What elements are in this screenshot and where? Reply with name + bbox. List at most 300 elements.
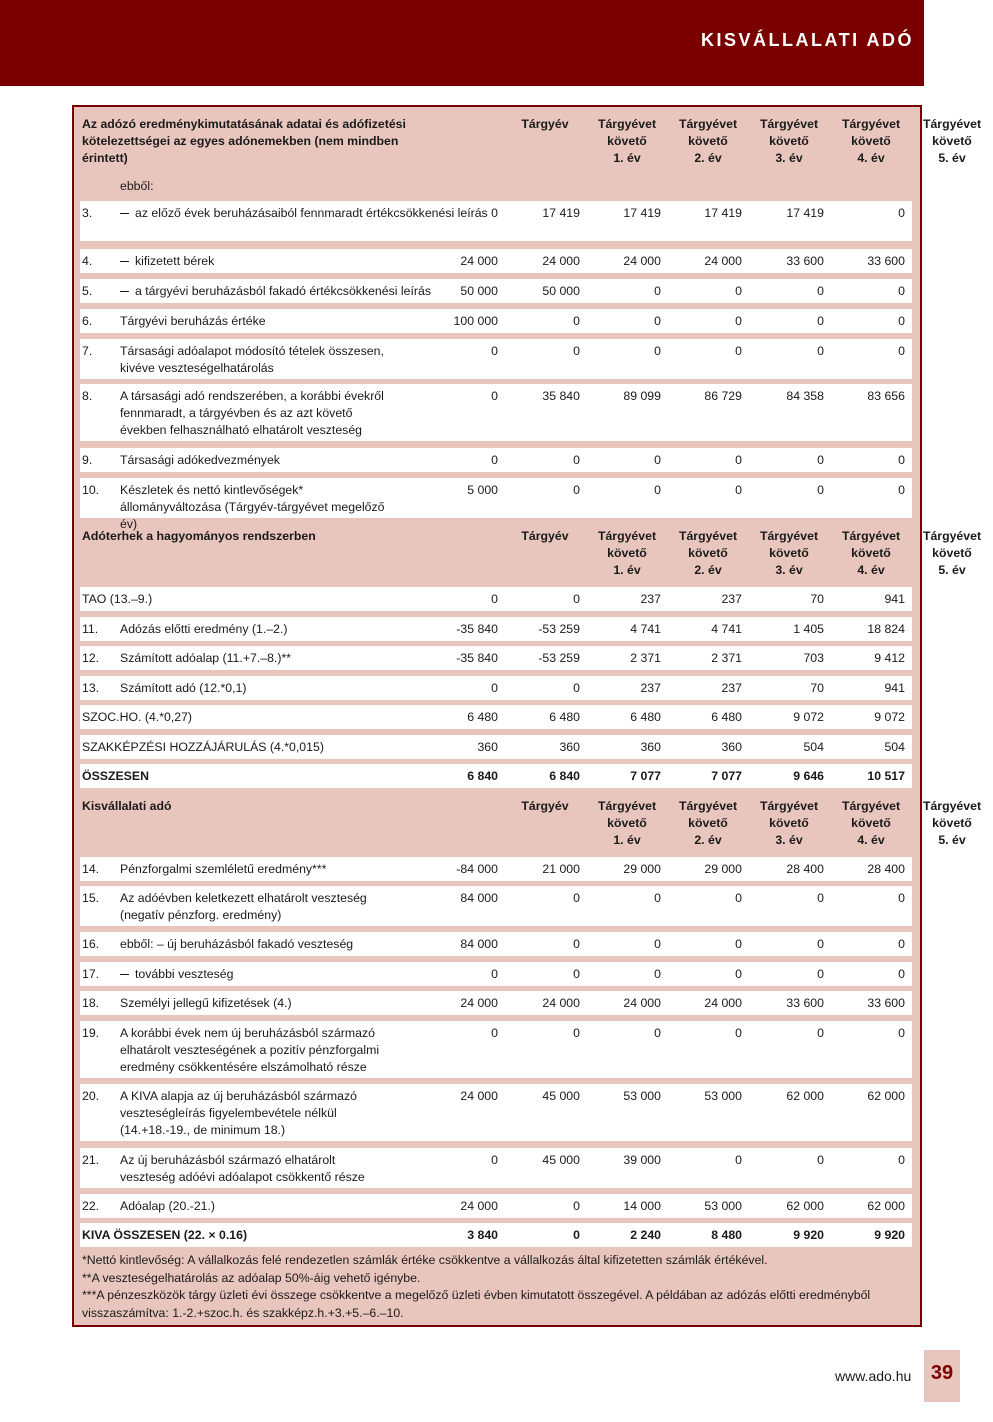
value-cell: 70 — [810, 592, 824, 606]
value-cell: 0 — [817, 284, 824, 298]
value-cell: 33 600 — [867, 996, 905, 1010]
value-cell: 84 358 — [786, 389, 824, 403]
table-row — [80, 1148, 912, 1188]
value-cell: 0 — [898, 453, 905, 467]
table-row — [80, 309, 912, 333]
table-row — [80, 279, 912, 303]
table-row — [80, 676, 912, 700]
dash-mark — [120, 974, 129, 975]
value-cell: 0 — [817, 1026, 824, 1040]
value-cell: 9 072 — [793, 710, 824, 724]
value-cell: 0 — [491, 592, 498, 606]
value-cell: 0 — [735, 344, 742, 358]
column-header-year: 4. év — [857, 563, 885, 577]
row-number: 8. — [82, 389, 93, 403]
column-header-line: követő — [932, 816, 972, 830]
value-cell: 0 — [573, 344, 580, 358]
value-cell: 7 077 — [630, 769, 661, 783]
column-header-year: 4. év — [857, 833, 885, 847]
value-cell: 237 — [640, 681, 661, 695]
value-cell: 84 000 — [460, 891, 498, 905]
value-cell: 0 — [573, 453, 580, 467]
table-row — [80, 1084, 912, 1141]
column-header — [586, 798, 668, 849]
value-cell: 0 — [898, 284, 905, 298]
row-number: 6. — [82, 314, 93, 328]
value-cell: -53 259 — [538, 622, 580, 636]
value-cell: 62 000 — [786, 1089, 824, 1103]
value-cell: 3 840 — [467, 1228, 498, 1242]
value-cell: 83 656 — [867, 389, 905, 403]
value-cell: 0 — [573, 592, 580, 606]
value-cell: 9 072 — [874, 710, 905, 724]
value-cell: 62 000 — [867, 1199, 905, 1213]
value-cell: 0 — [654, 314, 661, 328]
table-row — [80, 587, 912, 611]
column-header: Tárgyév — [521, 799, 569, 813]
value-cell: 360 — [477, 740, 498, 754]
column-header-year: 3. év — [775, 151, 803, 165]
column-header — [667, 116, 749, 167]
value-cell: 0 — [735, 967, 742, 981]
value-cell: 62 000 — [786, 1199, 824, 1213]
value-cell: 24 000 — [542, 254, 580, 268]
value-cell: 0 — [817, 891, 824, 905]
value-cell: 28 400 — [867, 862, 905, 876]
column-header-line: követő — [932, 134, 972, 148]
value-cell: 0 — [654, 967, 661, 981]
value-cell: 6 480 — [549, 710, 580, 724]
value-cell: 18 824 — [867, 622, 905, 636]
column-header-year: 3. év — [775, 833, 803, 847]
value-cell: 0 — [654, 483, 661, 497]
row-label: Adóalap (20.-21.) — [120, 1199, 216, 1213]
value-cell: 0 — [573, 314, 580, 328]
row-number: 4. — [82, 254, 93, 268]
value-cell: 0 — [898, 937, 905, 951]
column-header — [748, 116, 830, 167]
column-header-line: követő — [851, 134, 891, 148]
row-number: 11. — [82, 622, 99, 636]
table-row — [80, 932, 912, 956]
value-cell: 0 — [898, 344, 905, 358]
page-number: 39 — [930, 1362, 954, 1384]
value-cell: 0 — [491, 967, 498, 981]
column-header-year: 1. év — [613, 833, 641, 847]
value-cell: 237 — [640, 592, 661, 606]
column-header-line: követő — [607, 134, 647, 148]
value-cell: 0 — [898, 1153, 905, 1167]
subheading-label: ebből: — [120, 179, 154, 193]
column-header-line: Tárgyévet — [597, 529, 657, 543]
value-cell: 24 000 — [623, 254, 661, 268]
column-header — [667, 528, 749, 579]
table-row — [80, 857, 912, 881]
column-header-line: Tárgyévet — [597, 799, 657, 813]
value-cell: 24 000 — [623, 996, 661, 1010]
column-header-line: Tárgyévet — [841, 799, 901, 813]
column-header-line: követő — [769, 816, 809, 830]
value-cell: 0 — [735, 284, 742, 298]
value-cell: 0 — [654, 284, 661, 298]
value-cell: 9 646 — [793, 769, 824, 783]
column-header — [748, 528, 830, 579]
column-header-line: Tárgyévet — [759, 799, 819, 813]
column-header-year: 5. év — [938, 833, 966, 847]
page-section-title: KISVÁLLALATI ADÓ — [701, 30, 914, 50]
value-cell: 29 000 — [623, 862, 661, 876]
row-label: Társasági adóalapot módosító tételek összesen, kivéve veszteségelhatárolás — [120, 344, 384, 375]
value-cell: 24 000 — [460, 1089, 498, 1103]
footnote-2: **A veszteségelhatárolás az adóalap 50%-áig vehető igénybe. — [82, 1270, 421, 1285]
value-cell: 0 — [898, 483, 905, 497]
column-header-year: 2. év — [694, 563, 722, 577]
table-row — [80, 1223, 912, 1247]
row-number: 14. — [82, 862, 100, 876]
column-header-line: Tárgyévet — [922, 117, 982, 131]
table-row — [80, 764, 912, 788]
table-row — [80, 448, 912, 472]
value-cell: 0 — [491, 1153, 498, 1167]
row-number: 3. — [82, 206, 93, 220]
value-cell: 0 — [817, 937, 824, 951]
column-header-line: követő — [688, 546, 728, 560]
value-cell: 0 — [573, 1199, 580, 1213]
column-header-line: követő — [932, 546, 972, 560]
column-header-line: követő — [769, 546, 809, 560]
column-header — [911, 798, 993, 849]
row-label: ebből: – új beruházásból fakadó veszteség — [120, 937, 354, 951]
row-label-text: kifizetett bérek — [135, 254, 215, 268]
footnote-3: ***A pénzeszközök tárgy üzleti évi összege csökkentve a megelőző üzleti évben kimutatott összegével. A példában az adózás előtti eredményből visszaszámítva: 1.-2.+szoc.h. és szakképz.h.+3.+5.–6.–10. — [82, 1288, 871, 1320]
value-cell: 0 — [735, 453, 742, 467]
column-header: Tárgyév — [521, 117, 569, 131]
value-cell: 237 — [721, 681, 742, 695]
row-label: Pénzforgalmi szemléletű eredmény*** — [120, 862, 327, 876]
value-cell: 0 — [491, 681, 498, 695]
row-label: Az adóévben keletkezett elhatárolt veszteség (negatív pénzforg. eredmény) — [120, 891, 367, 922]
column-header-line: Tárgyévet — [759, 117, 819, 131]
value-cell: 53 000 — [704, 1089, 742, 1103]
column-header-line: Tárgyévet — [841, 117, 901, 131]
value-cell: 0 — [898, 1026, 905, 1040]
dash-mark — [120, 213, 129, 214]
column-header: Tárgyév — [521, 529, 569, 543]
value-cell: 86 729 — [704, 389, 742, 403]
value-cell: 504 — [884, 740, 905, 754]
value-cell: 0 — [491, 1026, 498, 1040]
row-label: Társasági adókedvezmények — [120, 453, 280, 467]
value-cell: 6 480 — [467, 710, 498, 724]
value-cell: 0 — [735, 1153, 742, 1167]
value-cell: 9 920 — [874, 1228, 905, 1242]
row-number: 16. — [82, 937, 100, 951]
value-cell: -84 000 — [456, 862, 498, 876]
column-header-year: 1. év — [613, 563, 641, 577]
table-row — [80, 339, 912, 379]
table-header-row — [80, 524, 982, 580]
row-number: 19. — [82, 1026, 100, 1040]
value-cell: 360 — [559, 740, 580, 754]
table-row — [80, 249, 912, 273]
value-cell: 45 000 — [542, 1153, 580, 1167]
value-cell: 24 000 — [704, 254, 742, 268]
value-cell: 941 — [884, 681, 905, 695]
value-cell: 0 — [817, 967, 824, 981]
value-cell: 0 — [573, 967, 580, 981]
row-number: 20. — [82, 1089, 100, 1103]
value-cell: 24 000 — [460, 254, 498, 268]
column-header — [586, 116, 668, 167]
value-cell: 33 600 — [786, 996, 824, 1010]
row-number: 17. — [82, 967, 100, 981]
column-header-line: Tárgyévet — [841, 529, 901, 543]
table-row — [80, 617, 912, 641]
value-cell: 0 — [817, 453, 824, 467]
row-label: A korábbi évek nem új beruházásból származó elhatárolt veszteségének a pozitív pénzforgalmi eredmény csökkentésére elszámolható része — [120, 1026, 380, 1074]
value-cell: 24 000 — [460, 1199, 498, 1213]
row-number: 12. — [82, 651, 100, 665]
column-header-line: követő — [607, 816, 647, 830]
column-header-line: Tárgyévet — [759, 529, 819, 543]
column-header — [830, 528, 912, 579]
value-cell: 0 — [491, 389, 498, 403]
value-cell: 70 — [810, 681, 824, 695]
row-label-text: az előző évek beruházásaiból fennmaradt értékcsökkenési leírás — [135, 206, 488, 220]
value-cell: 0 — [491, 344, 498, 358]
value-cell: 0 — [735, 937, 742, 951]
table-row — [80, 1021, 912, 1078]
row-label: Számított adó (12.*0,1) — [120, 681, 247, 695]
value-cell: 0 — [817, 483, 824, 497]
value-cell: 89 099 — [623, 389, 661, 403]
column-header-line: követő — [607, 546, 647, 560]
row-label: A KIVA alapja az új beruházásból származó veszteségleírás figyelembevétele nélkül (14.+18.-19., de minimum 18.) — [120, 1089, 357, 1137]
column-header-line: Tárgyévet — [922, 529, 982, 543]
row-number: 5. — [82, 284, 93, 298]
column-header-year: 1. év — [613, 151, 641, 165]
value-cell: 2 371 — [711, 651, 742, 665]
value-cell: 28 400 — [786, 862, 824, 876]
row-label: Készletek és nettó kintlevőségek* állományváltozása (Tárgyév-tárgyévet megelőző év) — [120, 483, 385, 531]
row-number: 13. — [82, 681, 100, 695]
value-cell: 0 — [735, 1026, 742, 1040]
column-header — [748, 798, 830, 849]
value-cell: -35 840 — [456, 622, 498, 636]
value-cell: 0 — [573, 1026, 580, 1040]
row-label: TAO (13.–9.) — [82, 592, 153, 606]
footnotes — [82, 1252, 912, 1322]
value-cell: 53 000 — [704, 1199, 742, 1213]
row-label: SZAKKÉPZÉSI HOZZÁJÁRULÁS (4.*0,015) — [82, 740, 324, 754]
header-bar — [0, 0, 924, 86]
value-cell: 6 840 — [549, 769, 580, 783]
table-header-row — [80, 794, 982, 850]
value-cell: 33 600 — [867, 254, 905, 268]
value-cell: 8 480 — [711, 1228, 742, 1242]
value-cell: 2 371 — [630, 651, 661, 665]
value-cell: 53 000 — [623, 1089, 661, 1103]
column-header-line: Tárgyévet — [678, 799, 738, 813]
value-cell: 50 000 — [460, 284, 498, 298]
table-row — [80, 991, 912, 1015]
column-header-line: Tárgyévet — [678, 117, 738, 131]
value-cell: 24 000 — [542, 996, 580, 1010]
value-cell: 0 — [817, 314, 824, 328]
subheading-row — [80, 174, 912, 198]
row-label: Az új beruházásból származó elhatárolt veszteség adóévi adóalapot csökkentő része — [120, 1153, 365, 1184]
table-row — [80, 478, 912, 531]
value-cell: 0 — [654, 344, 661, 358]
value-cell: 14 000 — [623, 1199, 661, 1213]
table-row — [80, 886, 912, 926]
value-cell: 17 419 — [704, 206, 742, 220]
column-header-line: Tárgyévet — [922, 799, 982, 813]
row-label: ÖSSZESEN — [82, 769, 149, 783]
row-number: 22. — [82, 1199, 100, 1213]
value-cell: 504 — [803, 740, 824, 754]
row-label: SZOC.HO. (4.*0,27) — [82, 710, 193, 724]
section-title: Az adózó eredménykimutatásának adatai és adófizetési kötelezettségei az egyes adónemekben (nem mindben érintett) — [82, 117, 406, 165]
column-header-year: 3. év — [775, 563, 803, 577]
value-cell: 0 — [491, 206, 498, 220]
value-cell: 100 000 — [453, 314, 498, 328]
value-cell: 0 — [573, 937, 580, 951]
value-cell: 9 412 — [874, 651, 905, 665]
value-cell: 62 000 — [867, 1089, 905, 1103]
value-cell: 84 000 — [460, 937, 498, 951]
value-cell: 0 — [573, 483, 580, 497]
column-header — [667, 798, 749, 849]
value-cell: 35 840 — [542, 389, 580, 403]
value-cell: 0 — [654, 1026, 661, 1040]
column-header — [911, 116, 993, 167]
column-header-line: követő — [688, 816, 728, 830]
row-label-text: a tárgyévi beruházásból fakadó értékcsökkenési leírás — [135, 284, 431, 298]
value-cell: 0 — [898, 206, 905, 220]
value-cell: 21 000 — [542, 862, 580, 876]
row-label: Számított adóalap (11.+7.–8.)** — [120, 651, 292, 665]
column-header — [911, 528, 993, 579]
table-row — [80, 384, 912, 441]
value-cell: 29 000 — [704, 862, 742, 876]
value-cell: 24 000 — [460, 996, 498, 1010]
value-cell: 703 — [803, 651, 824, 665]
value-cell: 360 — [721, 740, 742, 754]
value-cell: 0 — [817, 344, 824, 358]
value-cell: 0 — [573, 1228, 580, 1242]
column-header-line: követő — [688, 134, 728, 148]
value-cell: 24 000 — [704, 996, 742, 1010]
row-label-text: további veszteség — [135, 967, 234, 981]
table-row — [80, 962, 912, 986]
value-cell: 4 741 — [630, 622, 661, 636]
value-cell: 2 240 — [630, 1228, 661, 1242]
row-number: 15. — [82, 891, 100, 905]
value-cell: 941 — [884, 592, 905, 606]
page-number-box — [924, 1350, 960, 1402]
column-header-year: 4. év — [857, 151, 885, 165]
value-cell: 0 — [735, 891, 742, 905]
column-header — [586, 528, 668, 579]
section-title: Adóterhek a hagyományos rendszerben — [82, 529, 316, 543]
value-cell: 7 077 — [711, 769, 742, 783]
row-label: A társasági adó rendszerében, a korábbi évekről fennmaradt, a tárgyévben és az azt követő években felhasználható elhatárolt veszteség — [120, 389, 384, 437]
dash-mark — [120, 291, 129, 292]
dash-mark — [120, 261, 129, 262]
value-cell: 17 419 — [542, 206, 580, 220]
value-cell: 6 840 — [467, 769, 498, 783]
value-cell: 0 — [735, 483, 742, 497]
value-cell: 6 480 — [630, 710, 661, 724]
table-row — [80, 705, 912, 729]
value-cell: 5 000 — [467, 483, 498, 497]
section-title: Kisvállalati adó — [82, 799, 172, 813]
value-cell: 0 — [654, 453, 661, 467]
column-header-line: Tárgyévet — [597, 117, 657, 131]
value-cell: 0 — [573, 891, 580, 905]
row-label: Tárgyévi beruházás értéke — [120, 314, 266, 328]
table-row — [80, 735, 912, 759]
column-header-year: 5. év — [938, 151, 966, 165]
value-cell: 0 — [654, 937, 661, 951]
value-cell: 9 920 — [793, 1228, 824, 1242]
value-cell: 6 480 — [711, 710, 742, 724]
value-cell: 360 — [640, 740, 661, 754]
value-cell: 17 419 — [786, 206, 824, 220]
value-cell: 0 — [735, 314, 742, 328]
table-row — [80, 201, 912, 241]
value-cell: 50 000 — [542, 284, 580, 298]
value-cell: 0 — [654, 891, 661, 905]
column-header-year: 5. év — [938, 563, 966, 577]
value-cell: 33 600 — [786, 254, 824, 268]
row-number: 7. — [82, 344, 93, 358]
value-cell: 17 419 — [623, 206, 661, 220]
value-cell: 4 741 — [711, 622, 742, 636]
value-cell: 0 — [491, 453, 498, 467]
row-number: 9. — [82, 453, 93, 467]
value-cell: -35 840 — [456, 651, 498, 665]
column-header-line: követő — [769, 134, 809, 148]
value-cell: -53 259 — [538, 651, 580, 665]
row-label: Adózás előtti eredmény (1.–2.) — [120, 622, 288, 636]
row-label: KIVA ÖSSZESEN (22. × 0.16) — [82, 1228, 248, 1242]
column-header-year: 2. év — [694, 151, 722, 165]
row-number: 18. — [82, 996, 100, 1010]
column-header-line: követő — [851, 546, 891, 560]
column-header — [830, 116, 912, 167]
footer-url[interactable]: www.ado.hu — [835, 1368, 912, 1384]
table-row — [80, 1194, 912, 1218]
row-label: Személyi jellegű kifizetések (4.) — [120, 996, 292, 1010]
value-cell: 0 — [573, 681, 580, 695]
value-cell: 237 — [721, 592, 742, 606]
value-cell: 39 000 — [623, 1153, 661, 1167]
value-cell: 0 — [898, 967, 905, 981]
value-cell: 0 — [898, 314, 905, 328]
table-header-row — [80, 112, 982, 172]
value-cell: 10 517 — [867, 769, 905, 783]
value-cell: 1 405 — [793, 622, 824, 636]
row-number: 10. — [82, 483, 100, 497]
column-header-line: Tárgyévet — [678, 529, 738, 543]
value-cell: 0 — [898, 891, 905, 905]
row-number: 21. — [82, 1153, 100, 1167]
table-row — [80, 646, 912, 670]
column-header-year: 2. év — [694, 833, 722, 847]
footnote-1: *Nettó kintlevőség: A vállalkozás felé rendezetlen számlák értéke csökkentve a vállalkozás által kifizetetten számlák értékével. — [82, 1253, 768, 1267]
